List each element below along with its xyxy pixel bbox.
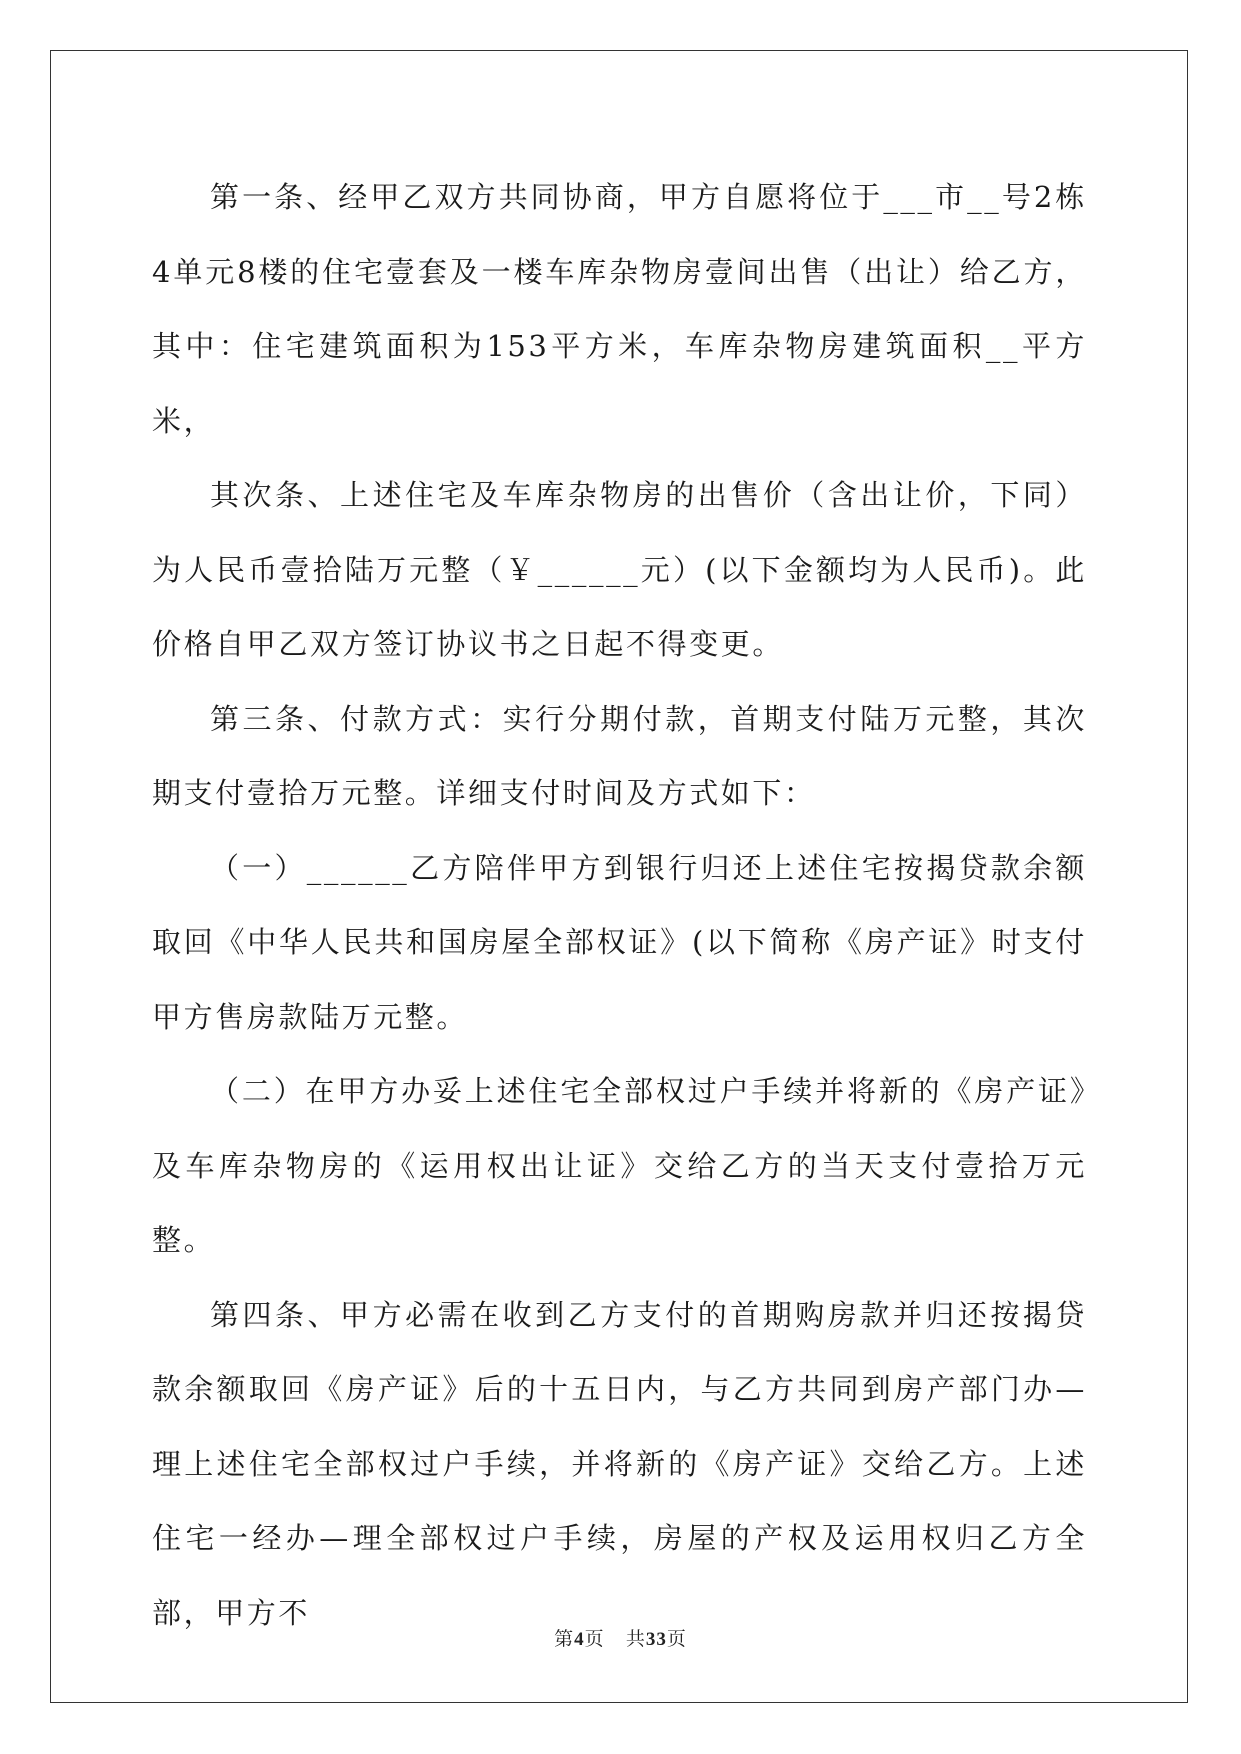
current-page-number: 4 [574, 1629, 585, 1650]
footer-total-suffix: 页 [666, 1628, 687, 1650]
document-body [152, 160, 1087, 1650]
clause-1-paragraph: （一）______乙方陪伴甲方到银行归还上述住宅按揭贷款余额取回《中华人民共和国房屋全部权证》(以下简称《房产证》时支付甲方售房款陆万元整。 [152, 850, 1087, 1034]
article-2-paragraph: 其次条、上述住宅及车库杂物房的出售价（含出让价，下同）为人民币壹拾陆万元整（￥______元）(以下金额均为人民币)。此价格自甲乙双方签订协议书之日起不得变更。 [152, 478, 1087, 661]
article-4-paragraph: 第四条、甲方必需在收到乙方支付的首期购房款并归还按揭贷款余额取回《房产证》后的十五日内，与乙方共同到房产部门办—理上述住宅全部权过户手续，并将新的《房产证》交给乙方。上述住宅一经办—理全部权过户手续，房屋的产权及运用权归乙方全部，甲方不 [152, 1297, 1087, 1630]
total-page-number: 33 [645, 1629, 667, 1650]
article-1-paragraph: 第一条、经甲乙双方共同协商，甲方自愿将位于___市__号2栋4单元8楼的住宅壹套及一楼车库杂物房壹间出售（出让）给乙方，其中：住宅建筑面积为153平方米，车库杂物房建筑面积__平方米， [152, 180, 1087, 438]
footer-prefix: 第 [554, 1628, 575, 1650]
footer-total-prefix: 共 [625, 1628, 646, 1650]
page-footer [0, 1624, 1241, 1651]
article-3-paragraph: 第三条、付款方式：实行分期付款，首期支付陆万元整，其次期支付壹拾万元整。详细支付时间及方式如下： [152, 701, 1087, 810]
clause-2-paragraph: （二）在甲方办妥上述住宅全部权过户手续并将新的《房产证》及车库杂物房的《运用权出让证》交给乙方的当天支付壹拾万元整。 [152, 1074, 1087, 1257]
footer-page-suffix: 页 [584, 1628, 605, 1650]
